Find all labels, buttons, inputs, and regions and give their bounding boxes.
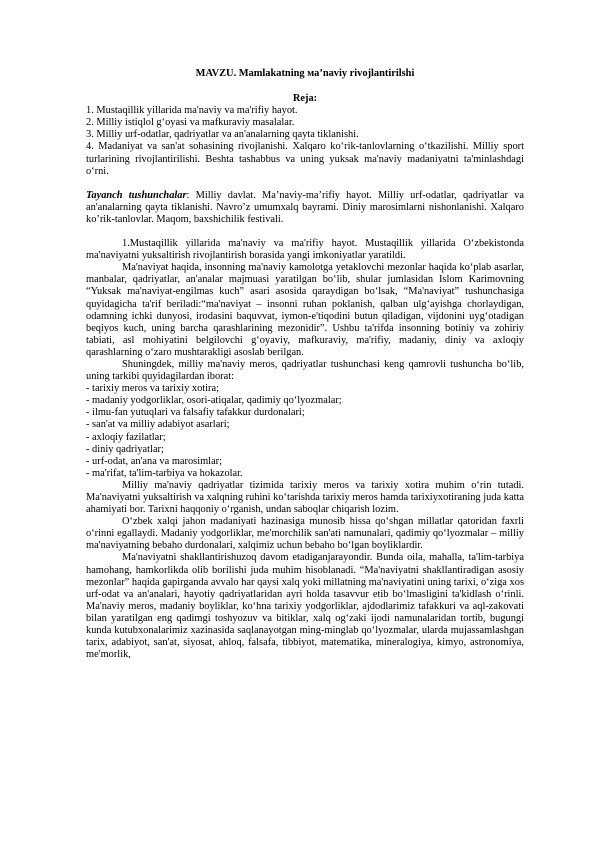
keywords-text: : Milliy davlat. Ma’naviy-ma’rifiy hayot. Milliy urf-odatlar, qadriyatlar va an'analarning qayta tiklanishi. Navro’z umumxalq bayrami. Diniy marosimlarni nishonlanishi. Xalqaro ko’rik-tanlovlar. Maqom, baxshichilik festivali. (86, 189, 524, 225)
list-item: - diniy qadriyatlar; (86, 443, 164, 455)
plan-list (86, 105, 524, 178)
heritage-list (86, 383, 524, 480)
keywords-paragraph (86, 190, 524, 226)
body-paragraph: 1.Mustaqillik yillarida ma'naviy va ma'rifiy hayot. Mustaqillik yillarida O‘zbekistonda ma'naviyatni yuksaltirish rivojlantirish borasida yangi imkoniyatlar yaratildi. (86, 238, 524, 262)
plan-item: 4. Madaniyat va san'at sohasining rivojlanishi. Xalqaro ko‘rik-tanlovlarning o‘tkazilishi. Milliy sport turlarining rivojlantirilishi. Beshta tashabbus va uning yuksak ma'naviy madaniyatni ta'minlashdagi o‘rni. (86, 141, 524, 177)
list-item: - ma'rifat, ta'lim-tarbiya va hokazolar. (86, 467, 243, 479)
spacer (86, 178, 524, 190)
list-item: - madaniy yodgorliklar, osori-atiqalar, qadimiy qo‘lyozmalar; (86, 395, 342, 407)
body-paragraph: Ma'naviyatni shakllantirishuzoq davom etadiganjarayondir. Bunda oila, mahalla, ta'lim-tarbiya hamohang, hamkorlikda olib borilishi juda muhim hisoblanadi. “Ma'naviyatni shakllantiradigan asosiy mezonlar” haqida gapirganda avvalo har qaysi xalq yoki millatning ma'naviyatini uning tarixi, o‘ziga xos urf-odat va an'analari, hayotiy qadriyatlaridan ayri holda tasavvur etib bo‘lmasligini ta'kidlash o‘rinli. Ma'naviy meros, madaniy boyliklar, ko‘hna tarixiy yodgorliklar, ajdodlarimiz tafakkuri va aql-zakovati bilan yaratilgan eng qadimgi toshyozuv va bitiklar, xalq og‘zaki ijodi namunalaridan tortib, bugungi kunda kutubxonalarimiz xazinasida saqlanayotgan ming-minglab qo‘lyozmalar, ularda mujassamlashgan tarix, adabiyot, san'at, siyosat, ahloq, falsafa, tibbiyot, matematika, mineralogiya, kimyo, astronomiya, me'morlik, (86, 552, 524, 661)
list-item: - ilmu-fan yutuqlari va falsafiy tafakkur durdonalari; (86, 407, 305, 419)
list-item: - tarixiy meros va tarixiy xotira; (86, 383, 220, 395)
plan-item: 3. Milliy urf-odatlar, qadriyatlar va an'analarning qayta tiklanishi. (86, 129, 359, 141)
plan-heading: Reja: (292, 93, 318, 105)
body-paragraph: Shuningdek, milliy ma'naviy meros, qadriyatlar tushunchasi keng qamrovli tushuncha bo‘lib, uning tarkibi quyidagilardan iborat: (86, 358, 524, 383)
body-paragraph: Ma'naviyat haqida, insonning ma'naviy kamolotga yetaklovchi mezonlar haqida ko‘plab asarlar, manbalar, qadriyatlar, an'analar majmuasi yaratilgan bo‘lib, shular jumlasidan Islom Karimovning “Yuksak ma'naviyat-engilmas kuch” asari asosida qaraydigan bo‘lsak, “Ma'naviyat” tushunchasiga quyidagicha ta'rif beriladi:“ma'naviyat – insonni ruhan poklanish, qalban ulg‘ayishga chorlaydigan, odamning ichki dunyosi, irodasini baquvvat, iymon-e'tiqodini butun qiladigan, vijdonini uyg‘otadigan beqiyos kuch, uning barcha qarashlarining mezonidir”. Ushbu ta'rifda insonning botiniy va zohiriy tabiati, asl mohiyatini belgilovchi g‘oyaviy, mafkuraviy, ma'rifiy, madaniy, diniy va axloqiy qarashlarning o‘zaro mushtarakligi asoslab berilgan. (86, 262, 524, 358)
plan-item: 1. Mustaqillik yillarida ma'naviy va ma'rifiy hayot. (86, 105, 298, 117)
body-paragraph: O‘zbek xalqi jahon madaniyati hazinasiga munosib hissa qo‘shgan millatlar qatoridan faxrli o‘rinni egallaydi. Madaniy yodgorliklar, me'morchilik san'ati namunalari, qadimiy qo‘lyozmalar – milliy ma'naviyatning bebaho durdonalari, xalqimiz uchun bebaho bo‘lgan boyliklardir. (86, 516, 524, 552)
spacer (86, 226, 524, 238)
list-item: - urf-odat, an'ana va marosimlar; (86, 455, 223, 467)
document-title: MAVZU. Mamlakatning маʼnaviy rivojlantirilshi (195, 68, 415, 79)
keywords-label: Tayanch tushunchalar (86, 189, 187, 201)
list-item: - san'at va milliy adabiyot asarlari; (86, 419, 230, 431)
body-paragraph: Milliy ma'naviy qadriyatlar tizimida tarixiy meros va tarixiy xotira muhim o‘rin tutadi. Ma'naviyatni yuksaltirish va xalqning ruhini ko‘tarishda tarixiy meros hamda tarixiyxotiraning juda katta ahamiyati bor. Tarixni haqqoniy o‘rganish, undan saboqlar chiqarish lozim. (86, 479, 524, 516)
list-item: - axloqiy fazilatlar; (86, 431, 166, 443)
plan-item: 2. Milliy istiqlol g‘oyasi va mafkuraviy masalalar. (86, 117, 295, 129)
